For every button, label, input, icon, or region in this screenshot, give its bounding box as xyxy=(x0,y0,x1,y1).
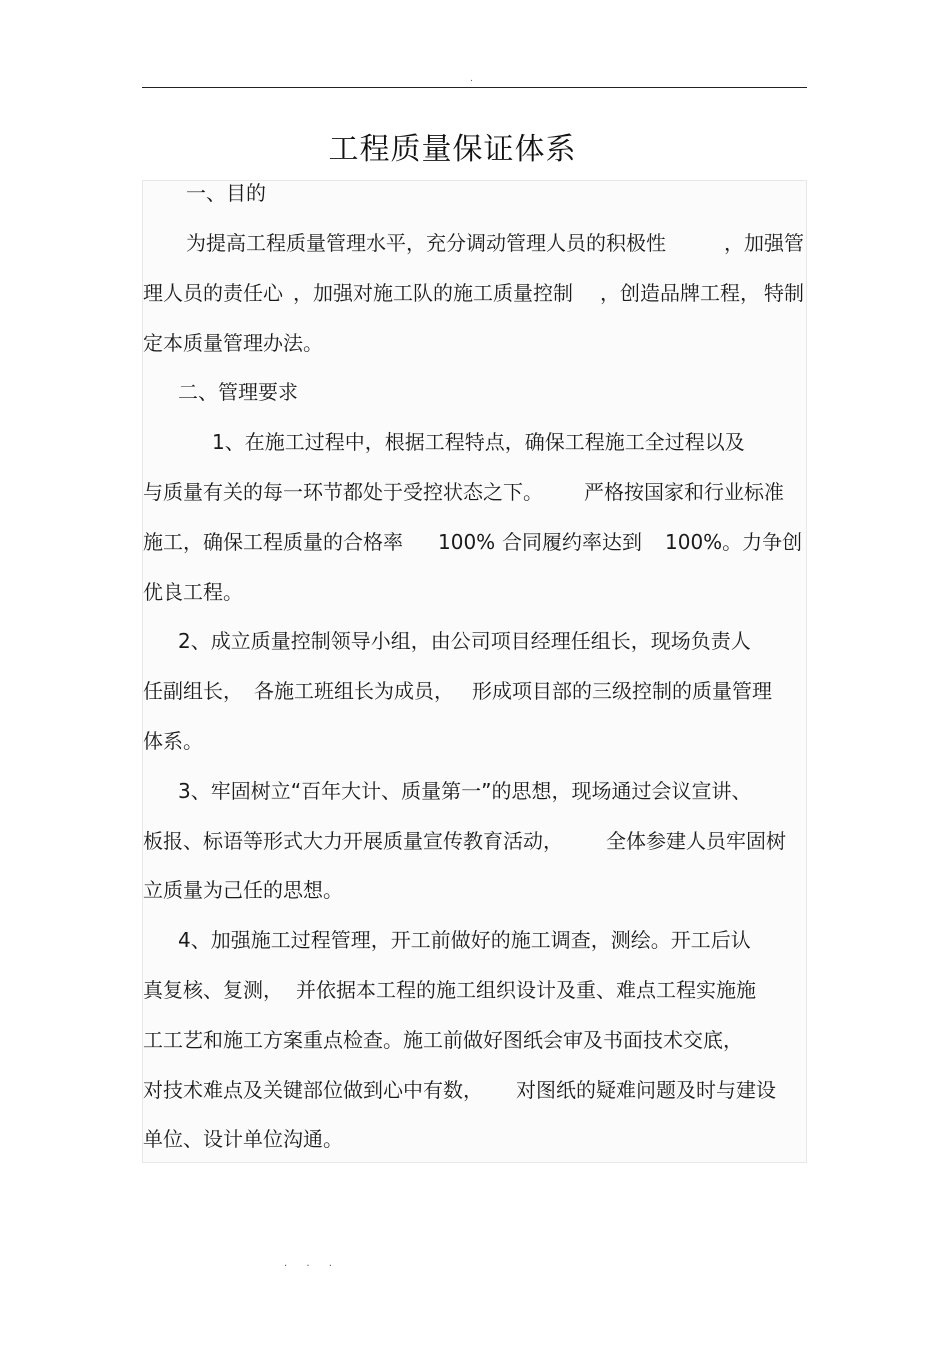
purpose-line: 为提高工程质量管理水平，充分调动管理人员的积极性 xyxy=(186,231,666,255)
item1-line: 优良工程。 xyxy=(143,580,243,604)
item4-line: 4、加强施工过程管理，开工前做好的施工调查，测绘。开工后认 xyxy=(178,928,751,952)
section-heading-requirements: 二、管理要求 xyxy=(178,380,298,404)
item4-line: 并依据本工程的施工组织设计及重、难点工程实施施 xyxy=(296,978,756,1002)
purpose-line: ，加强管 xyxy=(724,231,804,255)
item2-line: 任副组长， xyxy=(143,679,243,703)
purpose-line: 特制 xyxy=(764,281,804,305)
item2-line: 2、成立质量控制领导小组，由公司项目经理任组长，现场负责人 xyxy=(178,629,751,653)
item3-line: 板报、标语等形式大力开展质量宣传教育活动， xyxy=(143,829,563,853)
header-rule xyxy=(142,87,807,88)
item1-line: 100% xyxy=(438,530,496,554)
item1-line: 施工，确保工程质量的合格率 xyxy=(143,530,403,554)
item1-line: 与质量有关的每一环节都处于受控状态之下。 xyxy=(143,480,543,504)
purpose-line: ，创造品牌工程， xyxy=(600,281,760,305)
item2-line: 体系。 xyxy=(143,729,203,753)
section-heading-purpose: 一、目的 xyxy=(186,181,266,205)
document-body xyxy=(142,180,807,1163)
page-title: 工程质量保证体系 xyxy=(328,132,577,167)
item1-line: 严格按国家和行业标准 xyxy=(584,480,784,504)
header-mark: . xyxy=(470,74,473,84)
item4-line: 单位、设计单位沟通。 xyxy=(143,1127,343,1151)
item3-line: 立质量为己任的思想。 xyxy=(143,878,343,902)
item4-line: 对技术难点及关键部位做到心中有数， xyxy=(143,1078,483,1102)
footer-marks: . . . xyxy=(284,1258,340,1269)
purpose-line: 理人员的责任心 xyxy=(143,281,283,305)
item4-line: 对图纸的疑难问题及时与建设 xyxy=(516,1078,776,1102)
item1-line: 1、在施工过程中，根据工程特点，确保工程施工全过程以及 xyxy=(212,430,745,454)
item2-line: 形成项目部的三级控制的质量管理 xyxy=(472,679,772,703)
item1-line: 100%。力争创 xyxy=(665,530,803,554)
item4-line: 工工艺和施工方案重点检查。施工前做好图纸会审及书面技术交底， xyxy=(143,1028,743,1052)
item4-line: 真复核、复测， xyxy=(143,978,283,1002)
purpose-line: ，加强对施工队的施工质量控制 xyxy=(293,281,573,305)
purpose-line: 定本质量管理办法。 xyxy=(143,331,323,355)
item3-line: 全体参建人员牢固树 xyxy=(606,829,786,853)
item2-line: 各施工班组长为成员， xyxy=(254,679,454,703)
item1-line: 合同履约率达到 xyxy=(502,530,642,554)
item3-line: 3、牢固树立“百年大计、质量第一”的思想，现场通过会议宣讲、 xyxy=(178,779,752,803)
